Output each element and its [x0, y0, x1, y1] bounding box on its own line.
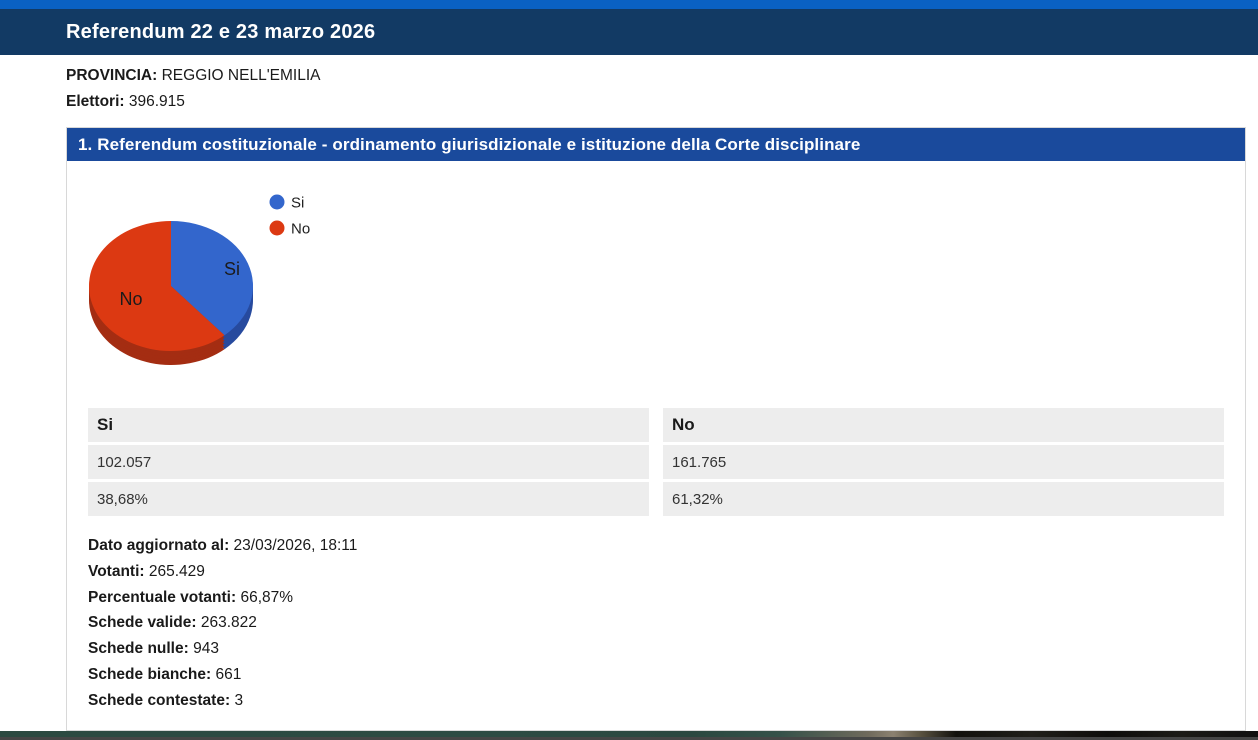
- stat-value: 3: [234, 691, 244, 709]
- pie-slice-label-si: Si: [223, 259, 241, 279]
- app-header: [0, 9, 1258, 55]
- column-header-si: Si: [88, 408, 649, 442]
- results-table: [88, 408, 1224, 516]
- stat-line-schede-contestate: [88, 688, 1245, 714]
- stat-value: 943: [193, 640, 219, 658]
- stat-label: Schede nulle:: [88, 640, 189, 658]
- pie-slices: [89, 221, 253, 365]
- stat-value: 265.429: [148, 562, 205, 580]
- stat-value: 66,87%: [240, 588, 294, 606]
- elettori-value: 396.915: [128, 93, 185, 110]
- stat-line-schede-valide: [88, 610, 1245, 636]
- pie-slice-label-no: No: [119, 289, 143, 309]
- pie-chart-area: [67, 161, 1245, 408]
- results-column-no: [663, 408, 1224, 516]
- chart-legend: [270, 195, 311, 238]
- top-accent-strip: [0, 0, 1258, 9]
- territory-meta: [66, 63, 1258, 115]
- stat-value: 263.822: [200, 614, 257, 632]
- legend-dot-si-icon: [270, 195, 285, 210]
- referendum-section-title: 1. Referendum costituzionale - ordinamento giurisdizionale e istituzione della Corte disciplinare: [78, 134, 861, 154]
- stat-label: Schede valide:: [88, 614, 197, 632]
- stat-value: 23/03/2026, 18:11: [233, 537, 358, 554]
- referendum-card: [66, 127, 1246, 731]
- stat-label: Schede bianche:: [88, 665, 212, 683]
- votes-si: 102.057: [88, 445, 649, 479]
- stat-line-updated: [88, 533, 1245, 559]
- elettori-line: [66, 89, 1258, 115]
- stat-label: Schede contestate:: [88, 691, 231, 709]
- stat-label: Percentuale votanti:: [88, 588, 237, 606]
- page-title: Referendum 22 e 23 marzo 2026: [66, 20, 376, 43]
- stat-label: Votanti:: [88, 562, 145, 580]
- legend-label-no: No: [291, 220, 311, 238]
- stat-line-schede-bianche: [88, 662, 1245, 688]
- stat-line-votanti: [88, 559, 1245, 585]
- pie-chart: [67, 161, 487, 396]
- votes-no: 161.765: [663, 445, 1224, 479]
- stat-line-schede-nulle: [88, 636, 1245, 662]
- legend-label-si: Si: [291, 194, 305, 212]
- stat-line-perc-votanti: [88, 585, 1245, 611]
- turnout-stats: [88, 533, 1245, 714]
- results-column-si: [88, 408, 649, 516]
- percent-si: 38,68%: [88, 482, 649, 516]
- percent-no: 61,32%: [663, 482, 1224, 516]
- provincia-label: PROVINCIA:: [66, 67, 158, 84]
- provincia-value: REGGIO NELL'EMILIA: [161, 67, 321, 84]
- stat-value: 661: [215, 665, 242, 683]
- provincia-line: [66, 63, 1258, 89]
- column-header-no: No: [663, 408, 1224, 442]
- referendum-section-header: [67, 128, 1245, 161]
- elettori-label: Elettori:: [66, 93, 125, 110]
- legend-dot-no-icon: [270, 221, 285, 236]
- stat-label: Dato aggiornato al:: [88, 537, 230, 554]
